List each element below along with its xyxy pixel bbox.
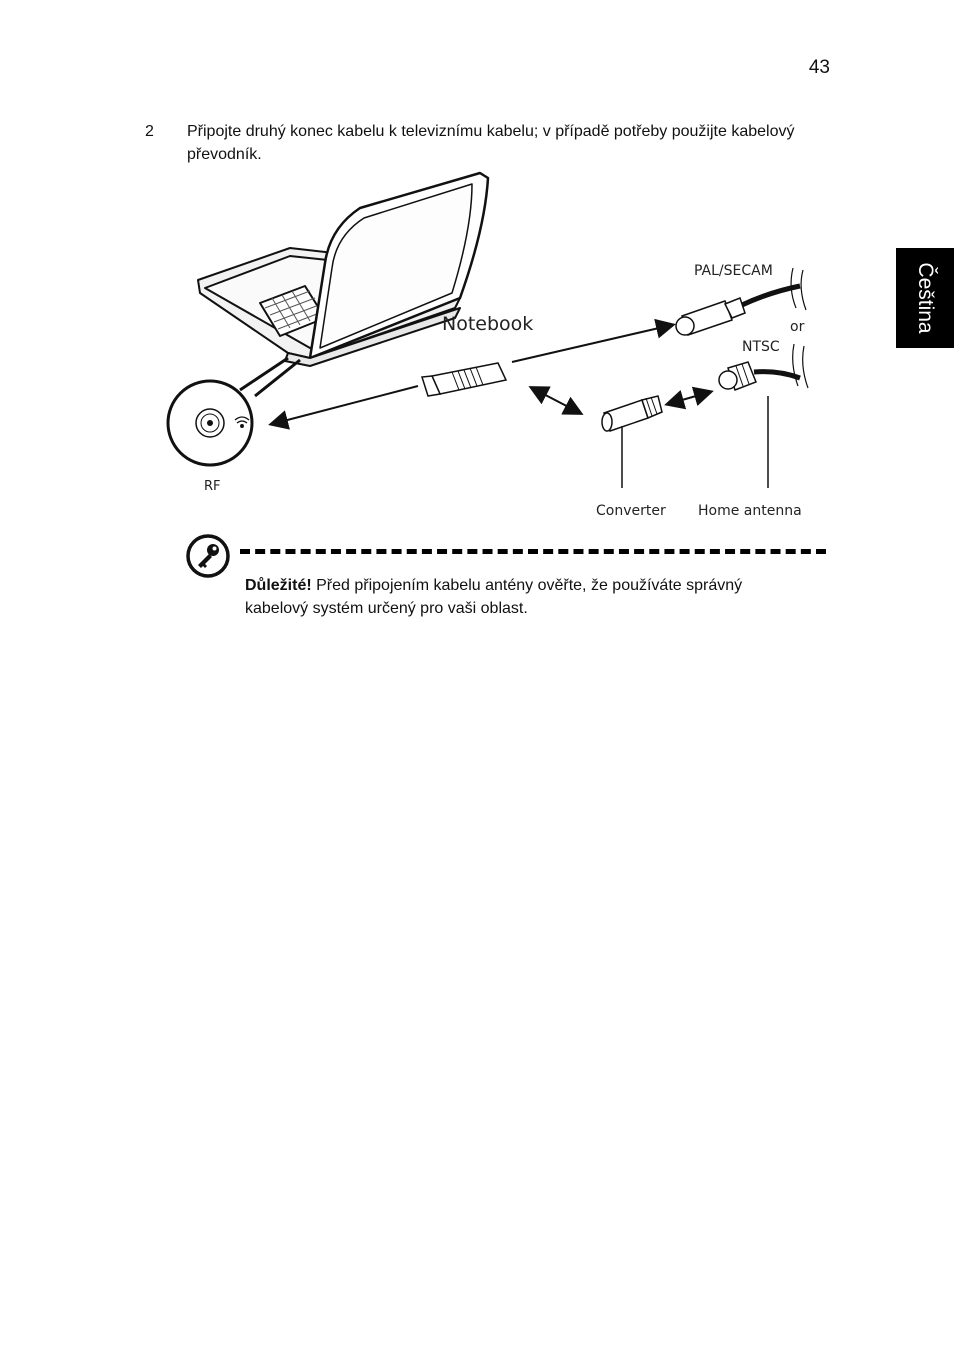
notebook-illustration [198,173,488,366]
rf-label: RF [204,479,221,494]
note-divider [240,549,826,554]
converter-label: Converter [596,503,666,519]
step-text: Připojte druhý konec kabelu k televiznímu kabelu; v případě potřeby použijte kabelový převodník. [187,123,795,163]
converter-illustration [602,396,662,431]
arrow-plug-converter [532,388,580,413]
page-number: 43 [808,57,830,78]
notebook-cable-plug [422,363,506,396]
note-body: Před připojením kabelu antény ověřte, že používáte správný kabelový systém určený pro vaši oblast. [245,577,743,617]
key-icon [185,533,231,579]
home-antenna-label: Home antenna [698,503,802,519]
language-tab-label: Čeština [914,262,937,334]
arrow-to-rf [272,386,418,424]
ntsc-label: NTSC [742,339,780,355]
ntsc-cable [754,372,800,378]
note-lead: Důležité! [245,577,312,594]
language-tab [896,248,954,348]
ntsc-connector [719,362,756,390]
or-label: or [790,319,805,335]
rf-port-illustration [168,381,252,465]
tv-cable-connection-diagram [160,168,820,528]
notebook-label: Notebook [442,313,534,335]
pal-secam-plug [676,298,745,335]
arrow-converter-ntsc [668,392,710,404]
important-note [245,574,805,620]
step-number: 2 [145,123,154,140]
pal-secam-label: PAL/SECAM [694,263,773,279]
arrow-to-pal-secam [512,325,672,362]
